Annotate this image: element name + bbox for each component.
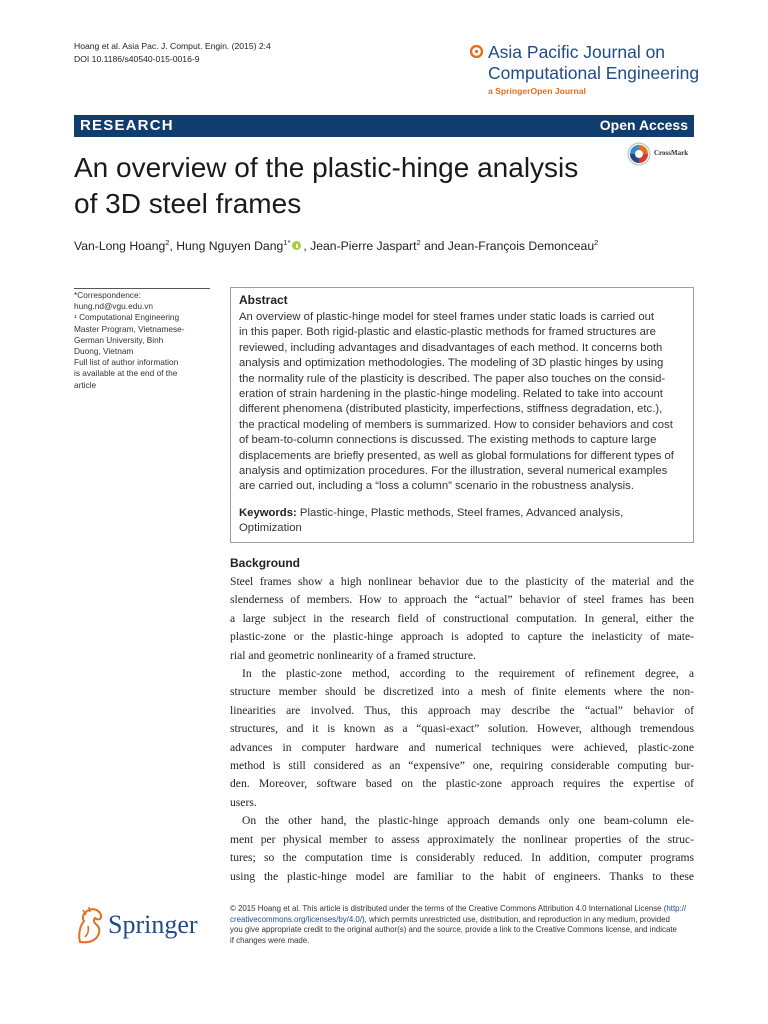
background-text: [230, 573, 694, 886]
abstract-line: displacements are briefly presented, as well as global formulations for different types of: [239, 449, 674, 462]
keywords-label: Keywords:: [239, 507, 297, 519]
body-line: In the plastic-zone method, according to the requirement of refinement degree, a: [242, 667, 694, 681]
body-line: tures; so the computation time is considerably reduced. In addition, computer programs: [230, 851, 694, 865]
orcid-icon[interactable]: [292, 241, 301, 250]
springer-logo[interactable]: [72, 906, 222, 946]
author-affiliation-sup: 2: [416, 238, 421, 247]
body-line: users.: [230, 795, 257, 809]
springeropen-logo-icon: [470, 45, 483, 58]
sidebar-line: *Correspondence:: [74, 290, 141, 300]
crossmark-icon: [627, 142, 651, 166]
author-name: Hung Nguyen Dang: [176, 239, 284, 254]
sidebar-line: ¹ Computational Engineering: [74, 312, 180, 323]
title-line: An overview of the plastic-hinge analysis: [74, 152, 579, 183]
journal-name-line1: Asia Pacific Journal on: [488, 42, 666, 62]
abstract-line: the normality rule of the plasticity is described. The paper also touches on the consid-: [239, 372, 666, 385]
license-line: if changes were made.: [230, 935, 310, 945]
article-type-label: RESEARCH: [80, 117, 174, 134]
body-line: ment per physical member to assess approximately the nonlinear properties of the struc-: [230, 832, 694, 846]
keywords-list: Plastic-hinge, Plastic methods, Steel frames, Advanced analysis,: [299, 507, 624, 519]
body-line: linearities are involved. Thus, this approach may describe the “actual” behavior of: [230, 703, 694, 717]
body-line: plastic-zone or the plastic-hinge approach is adopted to capture the inelasticity of mate-: [230, 630, 694, 644]
abstract-line: different phenomena (distributed plasticity, imperfections, stiffness degradation, etc.),: [239, 403, 663, 416]
springer-wordmark: Springer: [108, 910, 198, 939]
springer-horse-icon: [72, 906, 106, 946]
author-name: Jean-François Demonceau: [447, 239, 595, 254]
author-affiliation-sup: 2: [165, 238, 170, 247]
author-name: Van-Long Hoang: [74, 239, 166, 254]
body-line: a large subject in the research field of constructional computation. In general, either the: [230, 611, 694, 625]
abstract-line: the practical modeling of members is summarized. How to consider behaviors and cost: [239, 418, 673, 431]
abstract-line: eration of strain hardening in the plastic-hinge modeling. Related to take into account: [239, 388, 663, 401]
abstract-line: analysis and optimization methodologies. The modeling of 3D plastic hinges by using: [239, 357, 664, 370]
author-affiliation-sup: 2: [594, 238, 599, 247]
abstract-line: reviewed, including advantages and disadvantages of each method. It concerns both: [239, 341, 663, 354]
crossmark-badge[interactable]: [627, 142, 707, 168]
sidebar-line: article: [74, 379, 97, 390]
correspondence-sidebar: [74, 288, 210, 391]
author-separator: ,: [169, 239, 177, 254]
body-line: method is still considered as an “expensive” one, requiring considerable computing bur-: [230, 759, 694, 773]
keywords: [239, 506, 689, 537]
author-name: Jean-Pierre Jaspart: [310, 239, 417, 254]
citation-line: Hoang et al. Asia Pac. J. Comput. Engin. (2015) 2:4: [74, 41, 271, 51]
body-line: den. Moreover, software based on the plastic-zone approach requires the expertise of: [230, 777, 694, 791]
abstract-line: analysis and optimization procedures. For the illustration, several numerical examples: [239, 465, 668, 478]
author-separator: and: [420, 239, 448, 254]
crossmark-label: CrossMark: [654, 149, 689, 157]
abstract-line: An overview of plastic-hinge model for steel frames under static loads is carried out: [239, 311, 655, 323]
author-list: [74, 238, 714, 253]
section-heading-background: Background: [230, 556, 301, 570]
sidebar-line: Master Program, Vietnamese-: [74, 323, 185, 334]
body-line: slenderness of members. How to approach the “actual” behavior of steel frames has been: [230, 593, 694, 607]
body-line: using the plastic-hinge model are familiar to the habit of engineers. Thanks to these: [230, 869, 694, 883]
sidebar-line: Duong, Vietnam: [74, 346, 134, 357]
license-text: [230, 904, 696, 946]
citation-block: [74, 40, 271, 66]
abstract-line: are carried out, including a “loss a column” scenario in the robustness analysis.: [239, 480, 634, 493]
license-link[interactable]: http://: [666, 904, 687, 913]
title-line: of 3D steel frames: [74, 188, 302, 219]
journal-name-line2: Computational Engineering: [488, 63, 700, 83]
body-line: structures, and it is known as a “quasi-exact” solution. However, although tremendous: [230, 722, 694, 736]
author-affiliation-sup: 1*: [283, 238, 291, 247]
license-line: you give appropriate credit to the original author(s) and the source, provide a link to the Creative Commons license, and indicate: [230, 925, 677, 935]
abstract-heading: Abstract: [239, 293, 288, 307]
sidebar-line: German University, Binh: [74, 334, 164, 345]
license-text-part: ), which permits unrestricted use, distribution, and reproduction in any medium, provided: [362, 914, 670, 924]
abstract-text: [239, 310, 691, 495]
keywords-list-cont: Optimization: [239, 522, 302, 535]
body-line: rial and geometric nonlinearity of a framed structure.: [230, 648, 476, 662]
sidebar-line: Full list of author information: [74, 357, 179, 368]
abstract-line: in this paper. Both rigid-plastic and elastic-plastic methods for framed structures are: [239, 326, 656, 339]
license-text-part: © 2015 Hoang et al. This article is distributed under the terms of the Creative Commons Attribution 4.0 International License (: [230, 904, 667, 913]
article-title: [74, 150, 614, 222]
journal-name: [488, 42, 699, 84]
body-line: Steel frames show a high nonlinear behavior due to the plasticity of the material and the: [230, 575, 694, 588]
sidebar-line: is available at the end of the: [74, 368, 178, 379]
body-line: On the other hand, the plastic-hinge approach demands only one beam-column ele-: [242, 814, 694, 828]
open-access-label: Open Access: [599, 117, 688, 133]
abstract-box: [230, 287, 694, 543]
license-link[interactable]: creativecommons.org/licenses/by/4.0/: [230, 914, 363, 924]
correspondence-email[interactable]: hung.nd@vgu.edu.vn: [74, 301, 154, 312]
body-line: advances in computer hardware and numerical techniques were achieved, plastic-zone: [230, 740, 694, 754]
doi-line[interactable]: DOI 10.1186/s40540-015-0016-9: [74, 54, 200, 64]
abstract-line: of beam-to-column connections is discussed. The existing methods to capture large: [239, 434, 657, 447]
article-type-bar: [74, 115, 694, 137]
author-separator: ,: [303, 239, 311, 254]
journal-subtitle: a SpringerOpen Journal: [488, 86, 586, 96]
body-line: structure member should be discretized into a mesh of finite elements where the non-: [230, 685, 694, 699]
